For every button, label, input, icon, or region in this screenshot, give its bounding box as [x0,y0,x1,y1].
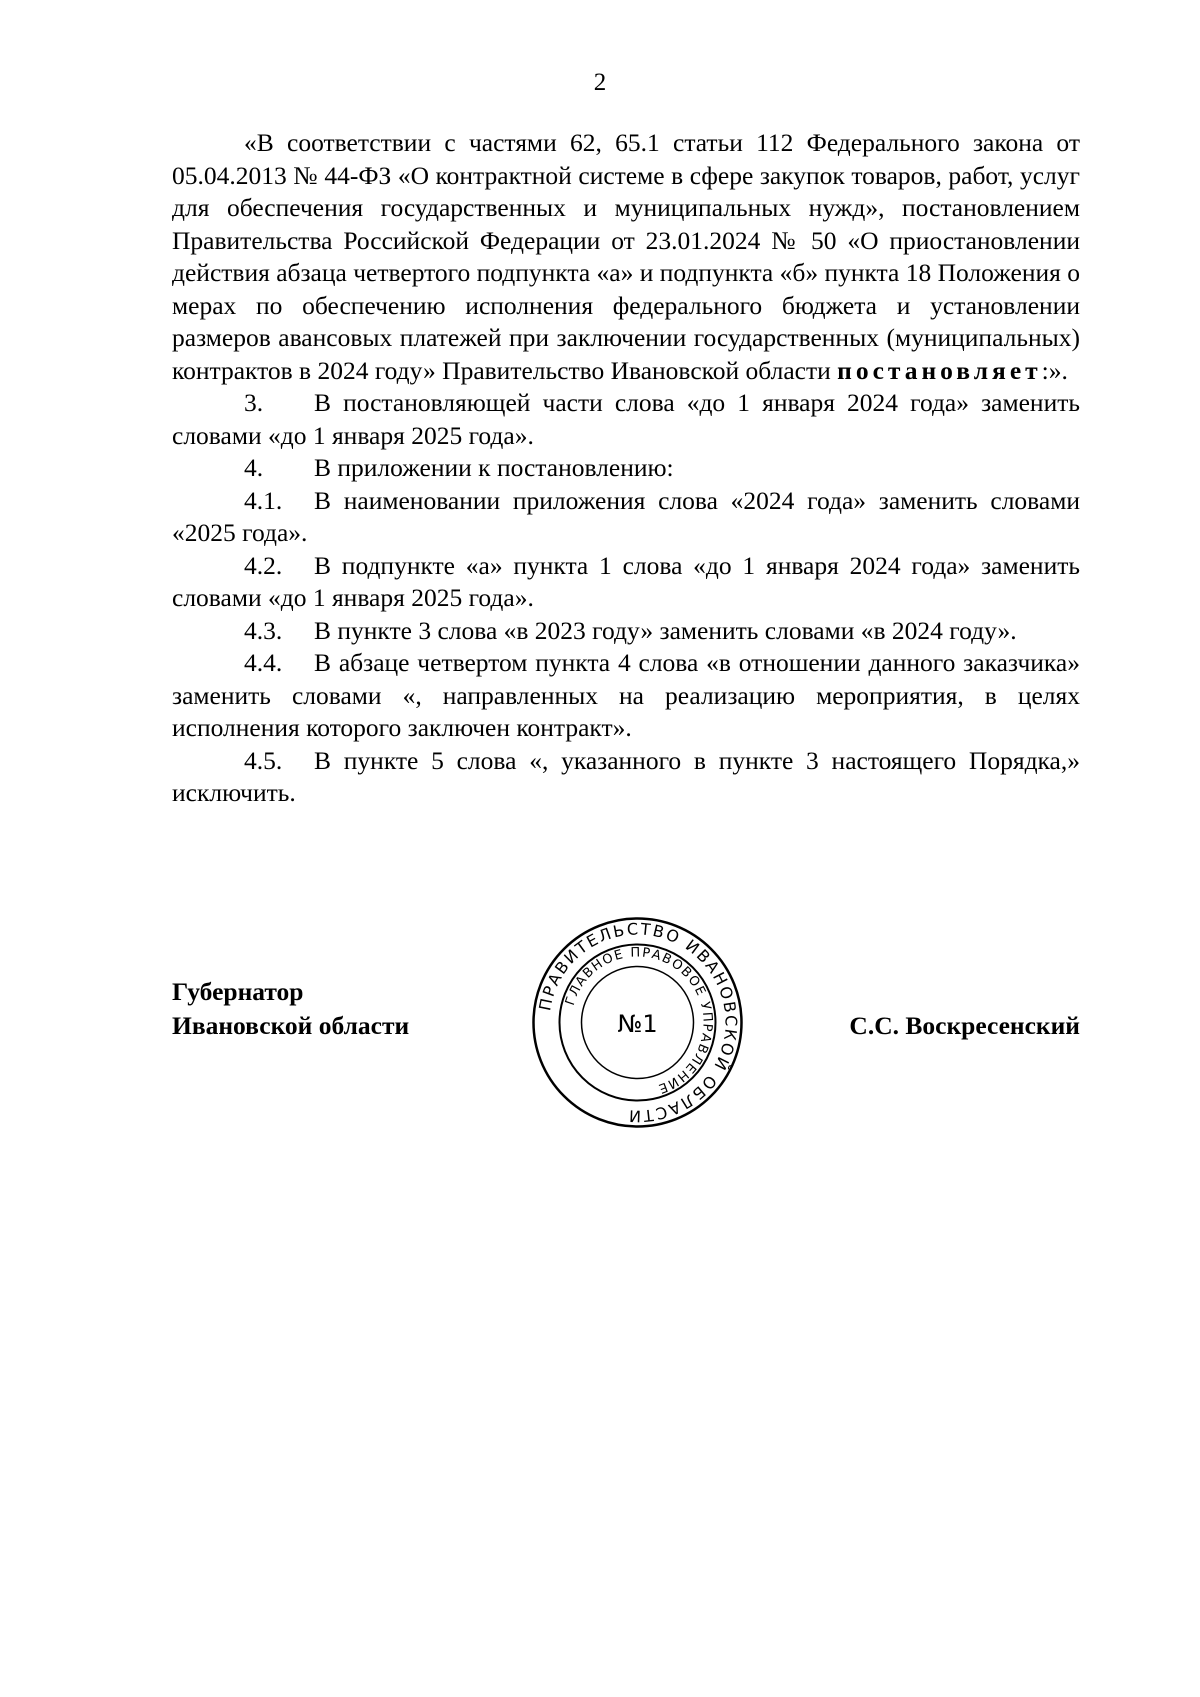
clause-text: В пункте 5 слова «, указанного в пункте 3 настоящего Порядка,» исключить. [172,745,1080,807]
clause-text: В абзаце четвертом пункта 4 слова «в отношении данного заказчика» заменить словами «, направленных на реализацию мероприятия, в целях исполнения которого заключен контракт». [172,648,1080,742]
clause-text: В приложении к постановлению: [314,453,674,482]
position-line-2: Ивановской области [172,1011,410,1040]
clause-text: В постановляющей части слова «до 1 января 2024 года» заменить словами «до 1 января 2025 года». [172,388,1080,450]
clause-text: В пункте 3 слова «в 2023 году» заменить словами «в 2024 году». [314,615,1017,645]
clause-number: 4. [244,453,264,482]
preamble-text: «В соответствии с частями 62, 65.1 статьи 112 Федерального закона от 05.04.2013 № 44-ФЗ «О контрактной системе в сфере закупок товаров, работ, услуг для обеспечения государственных и муниципальных нужд», постановлением Правительства Российской Федерации от 23.01.2024 № 50 «О приостановлении действия абзаца четвертого подпункта «а» и подпункта «б» пункта 18 Положения о мерах по обеспечению исполнения федерального бюджета и установлении размеров авансовых платежей при заключении государственных (муниципальных) контрактов в 2024 году» Правительство Ивановской области [172,128,1080,385]
clause-number: 4.1. [244,485,283,515]
page-number: 2 [593,69,607,96]
clause-text: В подпункте «а» пункта 1 слова «до 1 января 2024 года» заменить словами «до 1 января 2025 года». [172,550,1080,612]
clause-4-1 [172,485,1080,550]
signatory-position [172,975,409,1043]
clause-4-3 [172,615,1080,648]
clause-4-4 [172,647,1080,745]
clause-number: 4.5. [244,745,283,775]
seal-number: №1 [617,1010,658,1038]
signatory-name: С.С. Воскресенский [849,1011,1080,1040]
seal-inner-text: ГЛАВНОЕ ПРАВОВОЕ УПРАВЛЕНИЕ [562,945,715,1097]
clause-4 [172,452,1080,485]
clause-text: В наименовании приложения слова «2024 года» заменить словами «2025 года». [172,485,1080,547]
clause-4-2 [172,550,1080,615]
clause-number: 4.4. [244,648,283,677]
document-body [172,127,1080,810]
preamble-paragraph [172,127,1080,387]
clause-number: 4.2. [244,550,283,580]
seal-outer-text: ПРАВИТЕЛЬСТВО ИВАНОВСКОЙ ОБЛАСТИ [535,919,741,1126]
position-line-1: Губернатор [172,977,304,1006]
clause-4-5 [172,745,1080,810]
preamble-emphasis: постановляет [837,355,1042,385]
preamble-end: :». [1041,355,1068,385]
clause-3 [172,387,1080,452]
clause-number: 4.3. [244,615,283,645]
clause-number: 3. [244,388,264,417]
official-seal [530,915,745,1130]
